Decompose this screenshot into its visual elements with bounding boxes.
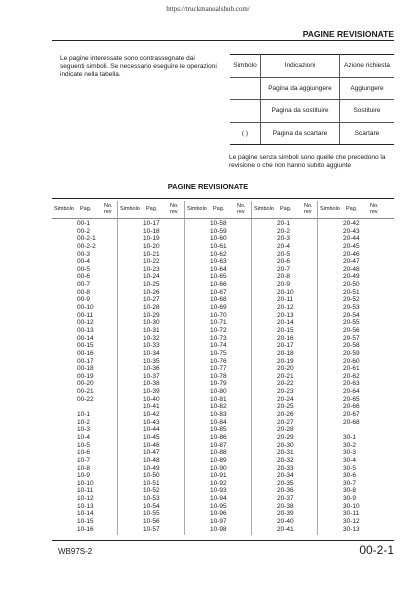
page-entry: 10-1 [77, 411, 91, 419]
column-header-rev [104, 203, 113, 215]
page-entry: 20-9 [277, 281, 291, 289]
footer-rule [52, 540, 394, 541]
revised-pages-title: PAGINE REVISIONATE [167, 182, 249, 191]
page-entry: 00-17 [77, 357, 94, 365]
page-entry: 10-39 [143, 388, 160, 396]
page-entry: 10-90 [210, 464, 227, 472]
page-entry: 10-23 [143, 265, 160, 273]
legend-indication: Pagina da sostituire [261, 100, 340, 123]
page-entry: 10-6 [77, 449, 91, 457]
page-entry: 00-7 [77, 281, 91, 289]
page-entry: 20-65 [343, 395, 360, 403]
page-entry: 10-70 [210, 311, 227, 319]
page-entry: 00-2-1 [77, 235, 96, 243]
page-entry: 00-11 [77, 311, 94, 319]
page-entry: 10-48 [143, 456, 160, 464]
column-header-rev-line2: rev [304, 209, 312, 215]
column-header-rev [304, 203, 313, 215]
column-header-page: Pag. [346, 206, 358, 212]
page-entry: 20-56 [343, 326, 360, 334]
page-list [210, 220, 250, 533]
page-entry [343, 426, 383, 434]
page-entry: 30-7 [343, 479, 357, 487]
page-entry: 20-58 [343, 342, 360, 350]
page-entry: 10-34 [143, 349, 160, 357]
column-header-page: Pag. [280, 206, 292, 212]
page-entry: 20-52 [343, 296, 360, 304]
page-entry: 20-20 [277, 365, 294, 373]
page-entry: 20-62 [343, 372, 360, 380]
page-entry: 10-63 [210, 258, 227, 266]
page-entry: 00-22 [77, 395, 94, 403]
page-entry: 10-73 [210, 334, 227, 342]
column-header-symbol: Simbolo [320, 206, 340, 212]
page-entry: 20-46 [343, 250, 360, 258]
page-entry: 10-72 [210, 326, 227, 334]
page-entry: 10-13 [77, 502, 94, 510]
page-entry: 10-8 [77, 464, 91, 472]
column-header-page: Pag. [146, 206, 158, 212]
page-entry: 10-47 [143, 449, 160, 457]
page-entry: 10-45 [143, 433, 160, 441]
page-entry: 20-5 [277, 250, 291, 258]
page-entry: 10-18 [143, 227, 160, 235]
page-entry: 00-5 [77, 265, 91, 273]
page-entry: 10-58 [210, 220, 227, 227]
page-entry: 10-80 [210, 388, 227, 396]
page-entry: 20-3 [277, 235, 291, 243]
page-entry: 00-3 [77, 250, 91, 258]
page-entry: 20-10 [277, 288, 294, 296]
page-entry: 10-42 [143, 411, 160, 419]
page-entry: 10-9 [77, 472, 91, 480]
page-entry: 10-86 [210, 433, 227, 441]
page-entry: 10-94 [210, 495, 227, 503]
page-entry: 10-55 [143, 510, 160, 518]
legend-symbol [230, 77, 261, 100]
page-entry: 00-10 [77, 304, 94, 312]
legend-header-symbol: Simbolo [230, 55, 261, 78]
note-text: Le pagine senza simboli sono quelle che precedono la revisione o che non hanno subito aggiunte [229, 154, 386, 170]
column-header-symbol: Simbolo [254, 206, 274, 212]
page-entry: 10-36 [143, 365, 160, 373]
page-entry: 00-2-2 [77, 242, 96, 250]
page-entry: 30-3 [343, 449, 357, 457]
column-header-rev-line1: No. [370, 203, 379, 209]
page-entry: 10-75 [210, 349, 227, 357]
page-entry: 20-7 [277, 265, 291, 273]
page-entry: 10-89 [210, 456, 227, 464]
model-code: WB97S-2 [58, 547, 93, 556]
page-entry: 20-47 [343, 258, 360, 266]
page-entry: 10-69 [210, 304, 227, 312]
page-entry: 20-1 [277, 220, 291, 227]
page-entry: 10-40 [143, 395, 160, 403]
page-entry: 20-38 [277, 502, 294, 510]
page-entry: 20-26 [277, 411, 294, 419]
page-entry: 00-13 [77, 326, 94, 334]
page-entry: 10-64 [210, 265, 227, 273]
page-entry: 30-11 [343, 510, 360, 518]
page-entry: 10-96 [210, 510, 227, 518]
page-entry: 20-8 [277, 273, 291, 281]
page-entry: 20-67 [343, 411, 360, 419]
legend-indication: Pagina da scartare [261, 122, 340, 145]
page-entry: 30-12 [343, 517, 360, 525]
page-entry: 20-66 [343, 403, 360, 411]
page-entry: 00-8 [77, 288, 91, 296]
legend-header-indication: Indicazioni [261, 55, 340, 78]
page-entry: 20-63 [343, 380, 360, 388]
page-entry: 20-30 [277, 441, 294, 449]
page-entry: 10-21 [143, 250, 160, 258]
column-header-rev-line2: rev [170, 209, 178, 215]
page-entry: 10-67 [210, 288, 227, 296]
page-entry: 10-15 [77, 517, 94, 525]
page-entry: 20-34 [277, 472, 294, 480]
column-header [118, 201, 184, 217]
legend-action: Sostituire [340, 100, 395, 123]
page-entry: 10-50 [143, 472, 160, 480]
page-entry: 20-59 [343, 349, 360, 357]
page-entry: 00-1 [77, 220, 91, 227]
page-entry: 20-6 [277, 258, 291, 266]
page-entry: 10-16 [77, 525, 94, 533]
page-entry: 30-13 [343, 525, 360, 533]
page-entry: 20-23 [277, 388, 294, 396]
page-entry: 20-61 [343, 365, 360, 373]
page-entry: 10-82 [210, 403, 227, 411]
column-separator [317, 201, 318, 535]
page-entry: 20-15 [277, 326, 294, 334]
page-entry: 10-29 [143, 311, 160, 319]
legend-row [230, 100, 394, 123]
page-entry: 10-49 [143, 464, 160, 472]
page-entry: 10-27 [143, 296, 160, 304]
page-entry: 20-16 [277, 334, 294, 342]
column-header-rev-line1: No. [104, 203, 113, 209]
page-entry: 10-65 [210, 273, 227, 281]
column-header [252, 201, 318, 217]
column-header-page: Pag. [80, 206, 92, 212]
page-entry: 00-12 [77, 319, 94, 327]
page-entry: 20-50 [343, 281, 360, 289]
column-header-rev [370, 203, 379, 215]
page-entry: 10-97 [210, 517, 227, 525]
page-entry: 20-33 [277, 464, 294, 472]
column-header-rev-line2: rev [370, 209, 378, 215]
page-entry: 30-2 [343, 441, 357, 449]
page-entry: 10-14 [77, 510, 94, 518]
page-entry: 10-41 [143, 403, 160, 411]
page-entry: 10-32 [143, 334, 160, 342]
page-entry: 20-21 [277, 372, 294, 380]
column-header-page: Pag. [213, 206, 225, 212]
page-entry: 10-33 [143, 342, 160, 350]
page-entry: 20-40 [277, 517, 294, 525]
column-header-rev-line1: No. [170, 203, 179, 209]
page-entry: 20-32 [277, 456, 294, 464]
page-entry: 30-5 [343, 464, 357, 472]
page-entry: 10-26 [143, 288, 160, 296]
page-entry: 00-9 [77, 296, 91, 304]
page-entry: 20-4 [277, 242, 291, 250]
page-entry: 10-71 [210, 319, 227, 327]
legend-action: Scartare [340, 122, 395, 145]
page-entry: 10-56 [143, 517, 160, 525]
page-entry: 20-31 [277, 449, 294, 457]
page-entry: 10-2 [77, 418, 91, 426]
page-entry: 20-53 [343, 304, 360, 312]
page-entry: 10-25 [143, 281, 160, 289]
section-title: PAGINE REVISIONATE [302, 29, 394, 39]
page-entry: 10-52 [143, 487, 160, 495]
page-entry: 10-68 [210, 296, 227, 304]
page-entry: 20-18 [277, 349, 294, 357]
page-entry: 10-35 [143, 357, 160, 365]
page-entry: 20-27 [277, 418, 294, 426]
page-entry: 10-19 [143, 235, 160, 243]
page-entry: 10-62 [210, 250, 227, 258]
page-entry: 20-19 [277, 357, 294, 365]
intro-text: Le pagine interessate sono contrassegnate dai seguenti simboli. Se necessario eseguire le operazioni indicate nella tabella. [60, 55, 217, 79]
page-entry: 10-85 [210, 426, 227, 434]
page-entry: 20-41 [277, 525, 294, 533]
legend-table [230, 54, 394, 145]
page-entry: 20-2 [277, 227, 291, 235]
page-entry: 10-37 [143, 372, 160, 380]
page-entry: 20-24 [277, 395, 294, 403]
page-entry: 30-8 [343, 487, 357, 495]
page-entry: 10-93 [210, 487, 227, 495]
column-header [318, 201, 384, 217]
column-header-symbol: Simbolo [187, 206, 207, 212]
page-entry [77, 403, 117, 411]
column-header-rev [170, 203, 179, 215]
page-entry: 00-18 [77, 365, 94, 373]
page-entry: 10-79 [210, 380, 227, 388]
page-entry: 10-81 [210, 395, 227, 403]
page-entry: 00-19 [77, 372, 94, 380]
page-entry: 20-49 [343, 273, 360, 281]
column-separator [184, 201, 185, 535]
page-entry: 20-14 [277, 319, 294, 327]
page-entry: 10-46 [143, 441, 160, 449]
page-entry: 10-92 [210, 479, 227, 487]
column-header-symbol: Simbolo [120, 206, 140, 212]
legend-symbol [230, 100, 261, 123]
page-entry: 30-10 [343, 502, 360, 510]
page-entry: 10-30 [143, 319, 160, 327]
source-url: https://truckmanualshub.com/ [166, 5, 250, 13]
page-entry: 10-4 [77, 433, 91, 441]
page-entry: 10-22 [143, 258, 160, 266]
page-entry: 10-91 [210, 472, 227, 480]
page-entry: 10-12 [77, 495, 94, 503]
column-separator [117, 201, 118, 535]
page-entry: 00-21 [77, 388, 94, 396]
legend-indication: Pagina da aggiungere [261, 77, 340, 100]
page-entry: 20-54 [343, 311, 360, 319]
page-entry: 20-64 [343, 388, 360, 396]
legend-header-row [230, 55, 394, 78]
page-entry: 20-36 [277, 487, 294, 495]
page-entry: 20-51 [343, 288, 360, 296]
table-top-rule [52, 198, 394, 199]
page-entry: 00-14 [77, 334, 94, 342]
page-entry: 10-77 [210, 365, 227, 373]
legend-row [230, 122, 394, 145]
page-entry: 10-11 [77, 487, 94, 495]
page-entry: 20-29 [277, 433, 294, 441]
page-entry: 10-98 [210, 525, 227, 533]
page-entry: 30-6 [343, 472, 357, 480]
page-entry: 20-17 [277, 342, 294, 350]
page-entry: 00-6 [77, 273, 91, 281]
page-entry: 10-76 [210, 357, 227, 365]
page-list [143, 220, 183, 533]
page-entry: 10-54 [143, 502, 160, 510]
page-entry: 20-11 [277, 296, 294, 304]
page-entry: 20-57 [343, 334, 360, 342]
column-header [185, 201, 251, 217]
page-entry: 20-28 [277, 426, 294, 434]
page-entry: 10-53 [143, 495, 160, 503]
page-entry: 10-24 [143, 273, 160, 281]
page-list [77, 220, 117, 533]
page-entry: 10-51 [143, 479, 160, 487]
page-entry: 20-60 [343, 357, 360, 365]
column-header-rev-line2: rev [104, 209, 112, 215]
page-entry: 20-39 [277, 510, 294, 518]
column-header-rev-line1: No. [304, 203, 313, 209]
page-entry: 10-78 [210, 372, 227, 380]
page-entry: 00-4 [77, 258, 91, 266]
page-entry: 20-55 [343, 319, 360, 327]
page-entry: 20-43 [343, 227, 360, 235]
page-entry: 10-28 [143, 304, 160, 312]
page-entry: 00-15 [77, 342, 94, 350]
page-entry: 20-35 [277, 479, 294, 487]
page-entry: 20-25 [277, 403, 294, 411]
page-entry: 10-95 [210, 502, 227, 510]
page-list [277, 220, 317, 533]
legend-row [230, 77, 394, 100]
page-entry: 30-9 [343, 495, 357, 503]
column-header-rev-line1: No. [237, 203, 246, 209]
page-entry: 10-31 [143, 326, 160, 334]
column-separator [251, 201, 252, 535]
legend-header-action: Azione richiesta [340, 55, 395, 78]
page-entry: 10-66 [210, 281, 227, 289]
column-header [52, 201, 118, 217]
column-header-rev [237, 203, 246, 215]
page-entry: 10-88 [210, 449, 227, 457]
legend-action: Aggiungere [340, 77, 395, 100]
page-entry: 10-38 [143, 380, 160, 388]
page-entry: 10-87 [210, 441, 227, 449]
header-underline [52, 218, 394, 219]
page-number: 00-2-1 [359, 543, 394, 557]
page-entry: 10-17 [143, 220, 160, 227]
page-entry: 20-68 [343, 418, 360, 426]
page-entry: 00-16 [77, 349, 94, 357]
page-entry: 20-42 [343, 220, 360, 227]
page-entry: 20-13 [277, 311, 294, 319]
page-entry: 10-20 [143, 242, 160, 250]
page-entry: 30-1 [343, 433, 357, 441]
legend-symbol: ( ) [230, 122, 261, 145]
page-entry: 20-37 [277, 495, 294, 503]
page-entry: 20-45 [343, 242, 360, 250]
page-entry: 10-59 [210, 227, 227, 235]
page-entry: 10-57 [143, 525, 160, 533]
page-entry: 20-22 [277, 380, 294, 388]
page-entry: 20-44 [343, 235, 360, 243]
page-entry: 10-61 [210, 242, 227, 250]
page-entry: 20-48 [343, 265, 360, 273]
page-entry: 10-84 [210, 418, 227, 426]
page-entry: 10-44 [143, 426, 160, 434]
page-entry: 00-2 [77, 227, 91, 235]
page-entry: 10-83 [210, 411, 227, 419]
page-entry: 10-5 [77, 441, 91, 449]
page-list [343, 220, 383, 533]
page-entry: 10-10 [77, 479, 94, 487]
page-entry: 00-20 [77, 380, 94, 388]
page-entry: 10-60 [210, 235, 227, 243]
page-entry: 10-74 [210, 342, 227, 350]
page-entry: 10-43 [143, 418, 160, 426]
page-entry: 10-3 [77, 426, 91, 434]
column-header-symbol: Simbolo [54, 206, 74, 212]
column-header-rev-line2: rev [237, 209, 245, 215]
header-rule [52, 40, 394, 41]
page-entry: 10-7 [77, 456, 91, 464]
page-entry: 20-12 [277, 304, 294, 312]
page-entry: 30-4 [343, 456, 357, 464]
